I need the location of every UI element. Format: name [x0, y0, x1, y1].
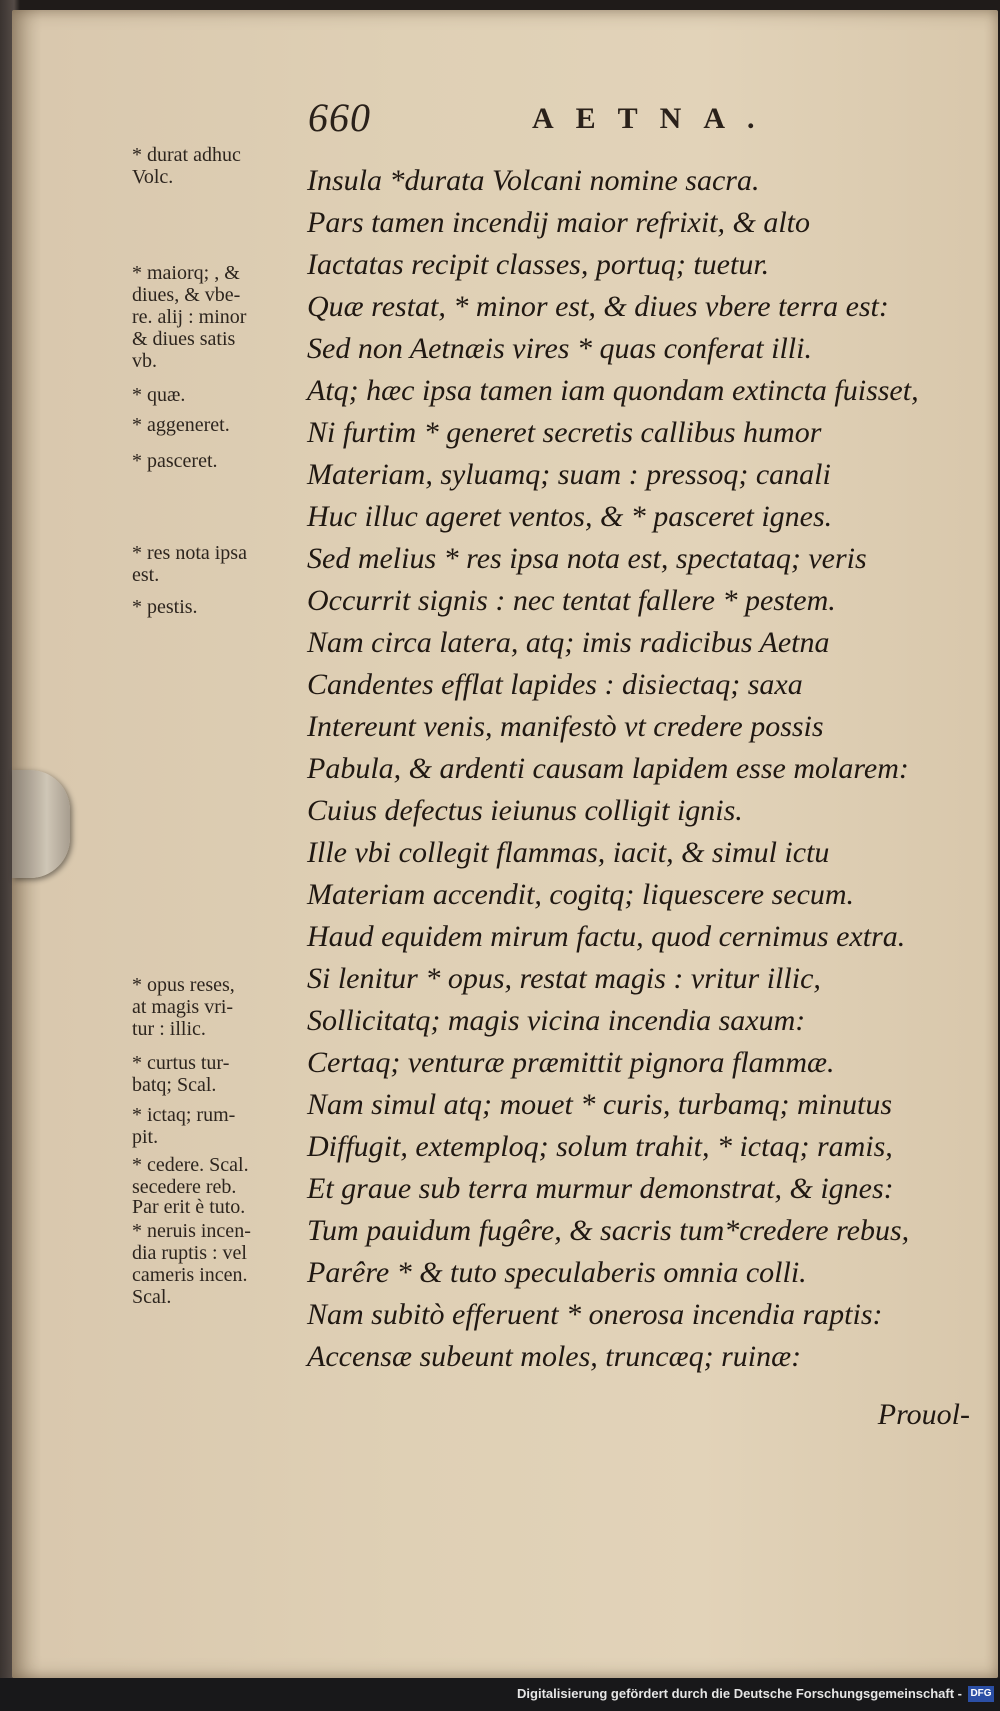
verse-line: Nam subitò efferuent * onerosa incendia raptis: — [307, 1298, 883, 1331]
margin-note: * quæ. — [132, 384, 186, 406]
margin-note: Par erit è tuto. — [132, 1196, 246, 1218]
verse-line: Atq; hæc ipsa tamen iam quondam extincta fuisset, — [307, 374, 919, 407]
book-page — [12, 10, 998, 1678]
verse-line: Certaq; venturæ præmittit pignora flammæ. — [307, 1046, 835, 1079]
verse-line: Candentes efflat lapides : disiectaq; saxa — [307, 668, 803, 701]
verse-line: Sollicitatq; magis vicina incendia saxum: — [307, 1004, 806, 1037]
margin-note: * neruis incen- dia ruptis : vel cameris incen. Scal. — [132, 1220, 251, 1308]
margin-note: * aggeneret. — [132, 414, 230, 436]
verse-line: Sed melius * res ipsa nota est, spectataq; veris — [307, 542, 867, 575]
verse-line: Pars tamen incendij maior refrixit, & alto — [307, 206, 811, 239]
verse-line: Diffugit, extemploq; solum trahit, * ictaq; ramis, — [307, 1130, 893, 1163]
verse-line: Insula *durata Volcani nomine sacra. — [307, 164, 760, 197]
margin-note: * cedere. Scal. secedere reb. — [132, 1154, 249, 1198]
verse-line: Tum pauidum fugêre, & sacris tum*credere rebus, — [307, 1214, 910, 1247]
verse-line: Nam simul atq; mouet * curis, turbamq; minutus — [307, 1088, 892, 1121]
footer-credit: Digitalisierung gefördert durch die Deutsche Forschungsgemeinschaft - — [517, 1686, 962, 1701]
dfg-logo-icon: DFG — [968, 1686, 994, 1702]
verse-line: Pabula, & ardenti causam lapidem esse molarem: — [307, 752, 909, 785]
verse-line: Materiam accendit, cogitq; liquescere secum. — [307, 878, 855, 911]
verse-text — [307, 160, 1000, 1378]
digitization-footer — [0, 1678, 1000, 1711]
margin-note: * pasceret. — [132, 450, 218, 472]
verse-line: Si lenitur * opus, restat magis : vritur illic, — [307, 962, 821, 995]
verse-line: Ille vbi collegit flammas, iacit, & simul ictu — [307, 836, 830, 869]
verse-line: Sed non Aetnæis vires * quas conferat illi. — [307, 332, 812, 365]
verse-line: Intereunt venis, manifestò vt credere possis — [307, 710, 824, 743]
running-head: AETNA. — [532, 102, 777, 135]
verse-line: Cuius defectus ieiunus colligit ignis. — [307, 794, 743, 827]
margin-note: * curtus tur- batq; Scal. — [132, 1052, 230, 1096]
verse-line: Accensæ subeunt moles, truncæq; ruinæ: — [307, 1340, 802, 1373]
verse-line: Ni furtim * generet secretis callibus humor — [307, 416, 822, 449]
book-clasp — [12, 770, 70, 878]
margin-note: * res nota ipsa est. — [132, 542, 247, 586]
verse-line: Et graue sub terra murmur demonstrat, & ignes: — [307, 1172, 894, 1205]
margin-note: * ictaq; rum- pit. — [132, 1104, 236, 1148]
verse-line: Occurrit signis : nec tentat fallere * pestem. — [307, 584, 836, 617]
verse-line: Parêre * & tuto speculaberis omnia colli. — [307, 1256, 807, 1289]
verse-line: Quæ restat, * minor est, & diues vbere terra est: — [307, 290, 889, 323]
verse-line: Huc illuc ageret ventos, & * pasceret ignes. — [307, 500, 833, 533]
verse-line: Materiam, syluamq; suam : pressoq; canali — [307, 458, 831, 491]
margin-note: * pestis. — [132, 596, 198, 618]
verse-line: Haud equidem mirum factu, quod cernimus extra. — [307, 920, 906, 953]
catchword: Prouol- — [877, 1398, 970, 1431]
page-number: 660 — [308, 95, 371, 140]
margin-note: * durat adhuc Volc. — [132, 144, 241, 188]
verse-line: Iactatas recipit classes, portuq; tuetur. — [307, 248, 770, 281]
margin-note: * opus reses, at magis vri- tur : illic. — [132, 974, 235, 1040]
verse-line: Nam circa latera, atq; imis radicibus Aetna — [307, 626, 830, 659]
margin-note: * maiorq; , & diues, & vbe- re. alij : minor & diues satis vb. — [132, 262, 247, 372]
